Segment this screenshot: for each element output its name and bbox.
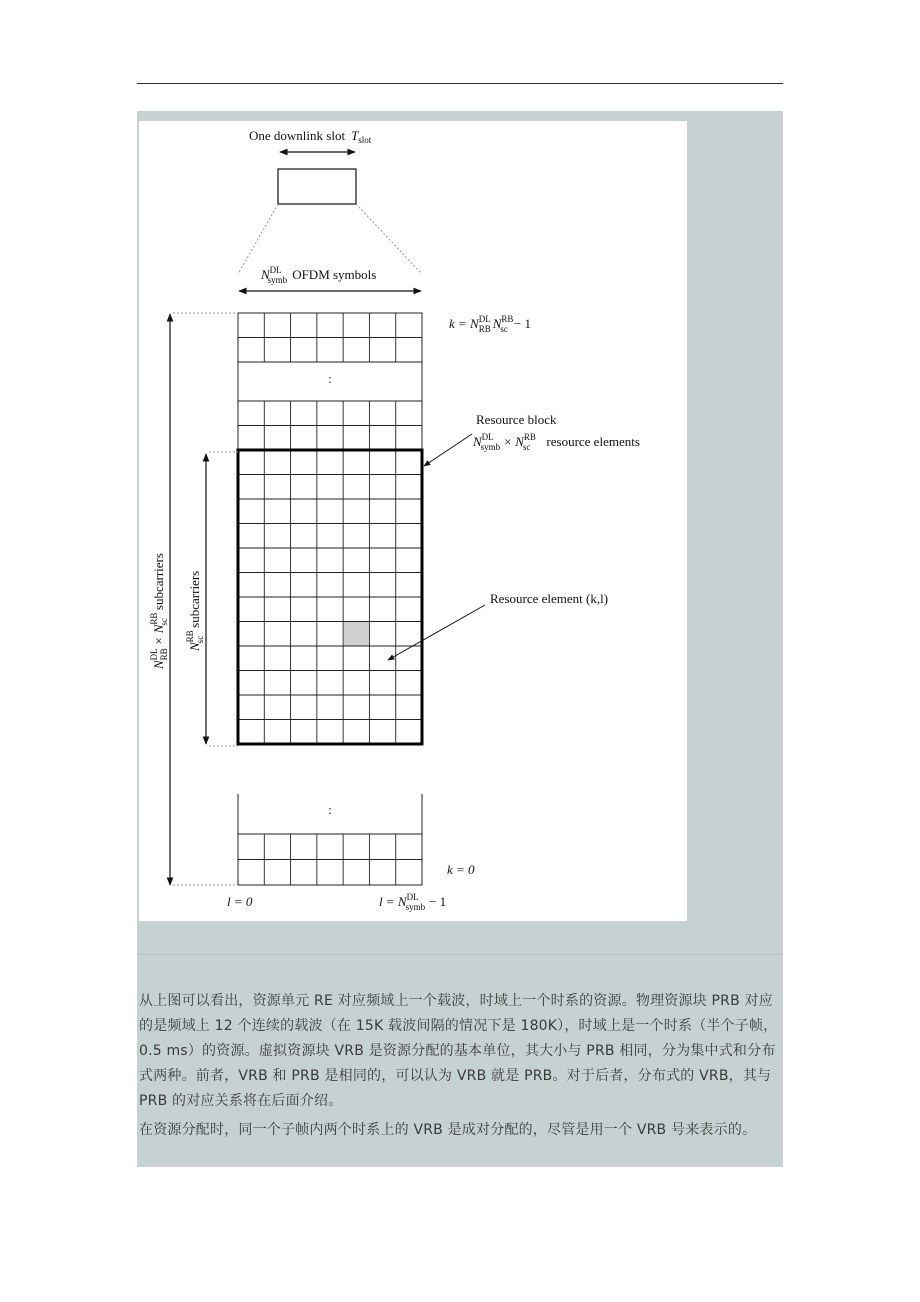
slot-label: One downlink slot $T_{slot}$ [249, 128, 372, 145]
ofdm-symbols-label: $N^{DL}$ symb OFDM symbols [261, 265, 377, 285]
resource-element-cell [344, 622, 369, 646]
paragraph-1: 从上图可以看出，资源单元 RE 对应频域上一个载波，时域上一个时系的资源。物理资源块 PRB 对应的是频域上 12 个连续的载波（在 15K 载波间隔的情况下是 180K），时域上是一个时系（半个子帧，0.5 ms）的资源。虚拟资源块 VRB 是资源分配的基本单位，其大小与 PRB 相同，分为集中式和分布式两种。前者，VRB 和 PRB 是相同的，可以认为 VRB 就是 PRB。对于后者，分布式的 VRB，其与 PRB 的对应关系将在后面介绍。 [139, 993, 778, 1109]
content-panel [137, 111, 783, 1167]
outer-subcarriers-label: $N^{DL}RB\times$ $N^{RB}scsubcarriers$ [149, 553, 169, 669]
zoom-line-left [238, 204, 278, 274]
resource-grid [238, 313, 422, 885]
resource-block-title: Resource block [476, 412, 557, 427]
zoom-line-right [356, 204, 422, 274]
top-rule [137, 83, 783, 84]
paragraph-2: 在资源分配时，同一个子帧内两个时系上的 VRB 是成对分配的，尽管是用一个 VRB 号来表示的。 [139, 1122, 757, 1138]
l-right-label: $l = N^{DL}$ symb − 1 [379, 892, 447, 912]
slot-box [278, 169, 356, 204]
l-left-label: l = 0 [227, 894, 253, 909]
resource-grid-figure [139, 121, 687, 921]
resource-element-label: Resource element (k,l) [490, 591, 609, 606]
caption-divider [137, 954, 783, 955]
resource-block-formula: $N^{DL}$ symb × $N^{RB}$ sc resource elements [473, 432, 640, 452]
resource-block-pointer [424, 434, 472, 466]
k-bottom-label: k = 0 [447, 862, 475, 877]
resource-grid-diagram [139, 121, 687, 921]
grid-bottom-ellipsis: : [328, 802, 332, 817]
k-top-label: $k = N^{DL}$ RB $N^{RB}$ sc − 1 [449, 314, 532, 334]
resource-element-pointer [388, 605, 485, 660]
inner-subcarriers-label: $N^{RB}scsubcarriers$ [185, 570, 205, 651]
grid-top-ellipsis: : [328, 371, 332, 386]
